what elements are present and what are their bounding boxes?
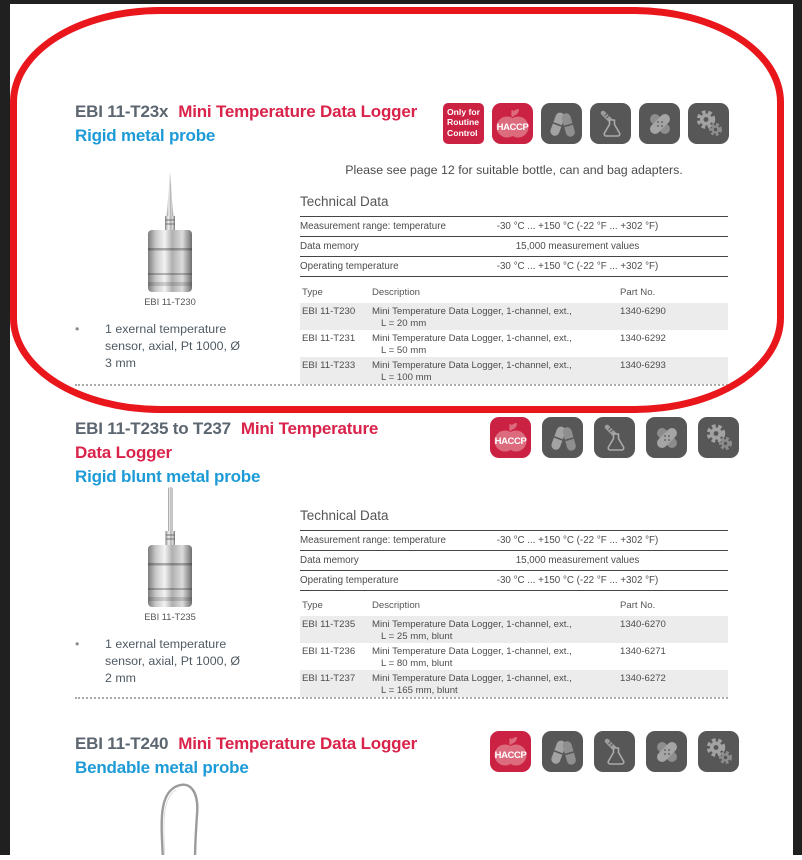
desc-cell-2: L = 20 mm bbox=[381, 317, 427, 329]
type-table-header bbox=[300, 600, 728, 616]
tech-label: Data memory bbox=[300, 555, 359, 566]
haccp-label: HACCP bbox=[494, 750, 527, 761]
gears-icon bbox=[688, 103, 729, 144]
type-cell: EBI 11-T233 bbox=[302, 360, 356, 371]
col-part-no: Part No. bbox=[620, 287, 656, 298]
desc-cell: Mini Temperature Data Logger, 1-channel, ext., bbox=[372, 646, 572, 657]
haccp-badge bbox=[490, 417, 531, 458]
figure-caption: EBI 11-T230 bbox=[144, 297, 196, 307]
part-cell: 1340-6292 bbox=[620, 333, 666, 344]
feature-text: 1 exernal temperature sensor, axial, Pt 1000, Ø 3 mm bbox=[105, 322, 240, 370]
model-number: EBI 11-T23x bbox=[75, 102, 169, 121]
tech-value: 15,000 measurement values bbox=[515, 555, 640, 566]
section3-icon-row bbox=[490, 731, 739, 772]
routine-control-badge: Only for Routine Control bbox=[443, 103, 484, 144]
part-cell: 1340-6270 bbox=[620, 619, 666, 630]
type-table-2 bbox=[300, 600, 728, 697]
haccp-label: HACCP bbox=[496, 122, 529, 133]
flask-icon bbox=[594, 731, 635, 772]
col-type: Type bbox=[302, 600, 323, 611]
tech-value: -30 °C ... +150 °C (-22 °F ... +302 °F) bbox=[496, 535, 659, 546]
product-title: Mini Temperature Data Logger bbox=[178, 102, 417, 121]
col-description: Description bbox=[372, 287, 420, 298]
haccp-badge bbox=[492, 103, 533, 144]
technical-data-1 bbox=[300, 194, 728, 277]
dotted-separator bbox=[75, 697, 728, 699]
tech-label: Data memory bbox=[300, 241, 359, 252]
screen-edge-right bbox=[793, 0, 802, 855]
plaster-icon bbox=[646, 731, 687, 772]
table-row bbox=[300, 357, 728, 384]
gears-icon bbox=[698, 731, 739, 772]
tech-value: -30 °C ... +150 °C (-22 °F ... +302 °F) bbox=[496, 261, 659, 272]
table-row bbox=[300, 330, 728, 357]
technical-data-2 bbox=[300, 508, 728, 591]
type-table-header bbox=[300, 287, 728, 303]
table-row bbox=[300, 643, 728, 670]
probe-subtitle: Rigid blunt metal probe bbox=[75, 467, 261, 486]
tech-label: Operating temperature bbox=[300, 261, 399, 272]
desc-cell: Mini Temperature Data Logger, 1-channel, ext., bbox=[372, 619, 572, 630]
adapter-note: Please see page 12 for suitable bottle, can and bag adapters. bbox=[345, 163, 683, 177]
feature-item bbox=[75, 636, 245, 687]
desc-cell: Mini Temperature Data Logger, 1-channel, ext., bbox=[372, 333, 572, 344]
tech-label: Measurement range: temperature bbox=[300, 535, 446, 546]
type-cell: EBI 11-T230 bbox=[302, 306, 356, 317]
flask-icon bbox=[594, 417, 635, 458]
desc-cell-2: L = 25 mm, blunt bbox=[381, 630, 453, 642]
desc-cell-2: L = 100 mm bbox=[381, 371, 432, 383]
tech-value: -30 °C ... +150 °C (-22 °F ... +302 °F) bbox=[496, 575, 659, 586]
desc-cell: Mini Temperature Data Logger, 1-channel, ext., bbox=[372, 673, 572, 684]
type-cell: EBI 11-T231 bbox=[302, 333, 356, 344]
technical-data-heading: Technical Data bbox=[300, 194, 389, 209]
desc-cell: Mini Temperature Data Logger, 1-channel, ext., bbox=[372, 306, 572, 317]
tech-value: -30 °C ... +150 °C (-22 °F ... +302 °F) bbox=[496, 221, 659, 232]
section1-heading bbox=[75, 100, 417, 148]
type-cell: EBI 11-T237 bbox=[302, 673, 356, 684]
feature-item bbox=[75, 321, 245, 372]
type-cell: EBI 11-T235 bbox=[302, 619, 356, 630]
flask-icon bbox=[590, 103, 631, 144]
probe-image-t235 bbox=[137, 487, 203, 616]
pills-icon bbox=[542, 417, 583, 458]
part-cell: 1340-6271 bbox=[620, 646, 666, 657]
desc-cell-2: L = 165 mm, blunt bbox=[381, 684, 458, 696]
pills-icon bbox=[541, 103, 582, 144]
probe-subtitle: Rigid metal probe bbox=[75, 126, 216, 145]
table-row bbox=[300, 670, 728, 697]
section2-icon-row bbox=[490, 417, 739, 458]
product-title: Mini Temperature bbox=[240, 419, 379, 438]
dotted-separator bbox=[75, 384, 728, 386]
product-title: Mini Temperature Data Logger bbox=[178, 734, 417, 753]
plaster-icon bbox=[646, 417, 687, 458]
table-row bbox=[300, 616, 728, 643]
tech-value: 15,000 measurement values bbox=[515, 241, 640, 252]
part-cell: 1340-6290 bbox=[620, 306, 666, 317]
technical-data-heading: Technical Data bbox=[300, 508, 389, 523]
type-cell: EBI 11-T236 bbox=[302, 646, 356, 657]
plaster-icon bbox=[639, 103, 680, 144]
screen-edge-top bbox=[0, 0, 802, 4]
section2-heading bbox=[75, 417, 378, 489]
probe-subtitle: Bendable metal probe bbox=[75, 758, 249, 777]
feature-text: 1 exernal temperature sensor, axial, Pt 1000, Ø 2 mm bbox=[105, 637, 240, 685]
model-number: EBI 11-T235 to T237 bbox=[75, 419, 231, 438]
gears-icon bbox=[698, 417, 739, 458]
section1-icon-row bbox=[443, 103, 729, 144]
section3-heading bbox=[75, 732, 417, 780]
desc-cell: Mini Temperature Data Logger, 1-channel, ext., bbox=[372, 360, 572, 371]
bullet: • bbox=[75, 322, 80, 336]
probe-image-t240 bbox=[135, 782, 235, 860]
type-table-1 bbox=[300, 287, 728, 384]
model-number: EBI 11-T240 bbox=[75, 734, 169, 753]
desc-cell-2: L = 80 mm, blunt bbox=[381, 657, 453, 669]
tech-label: Operating temperature bbox=[300, 575, 399, 586]
probe-image-t230 bbox=[137, 172, 203, 301]
haccp-label: HACCP bbox=[494, 436, 527, 447]
part-cell: 1340-6272 bbox=[620, 673, 666, 684]
table-row bbox=[300, 303, 728, 330]
part-cell: 1340-6293 bbox=[620, 360, 666, 371]
col-type: Type bbox=[302, 287, 323, 298]
screen-edge-left bbox=[0, 0, 10, 855]
pills-icon bbox=[542, 731, 583, 772]
bullet: • bbox=[75, 637, 80, 651]
col-description: Description bbox=[372, 600, 420, 611]
haccp-badge bbox=[490, 731, 531, 772]
col-part-no: Part No. bbox=[620, 600, 656, 611]
desc-cell-2: L = 50 mm bbox=[381, 344, 427, 356]
tech-label: Measurement range: temperature bbox=[300, 221, 446, 232]
figure-caption: EBI 11-T235 bbox=[144, 612, 196, 622]
product-title-2: Data Logger bbox=[75, 443, 172, 462]
